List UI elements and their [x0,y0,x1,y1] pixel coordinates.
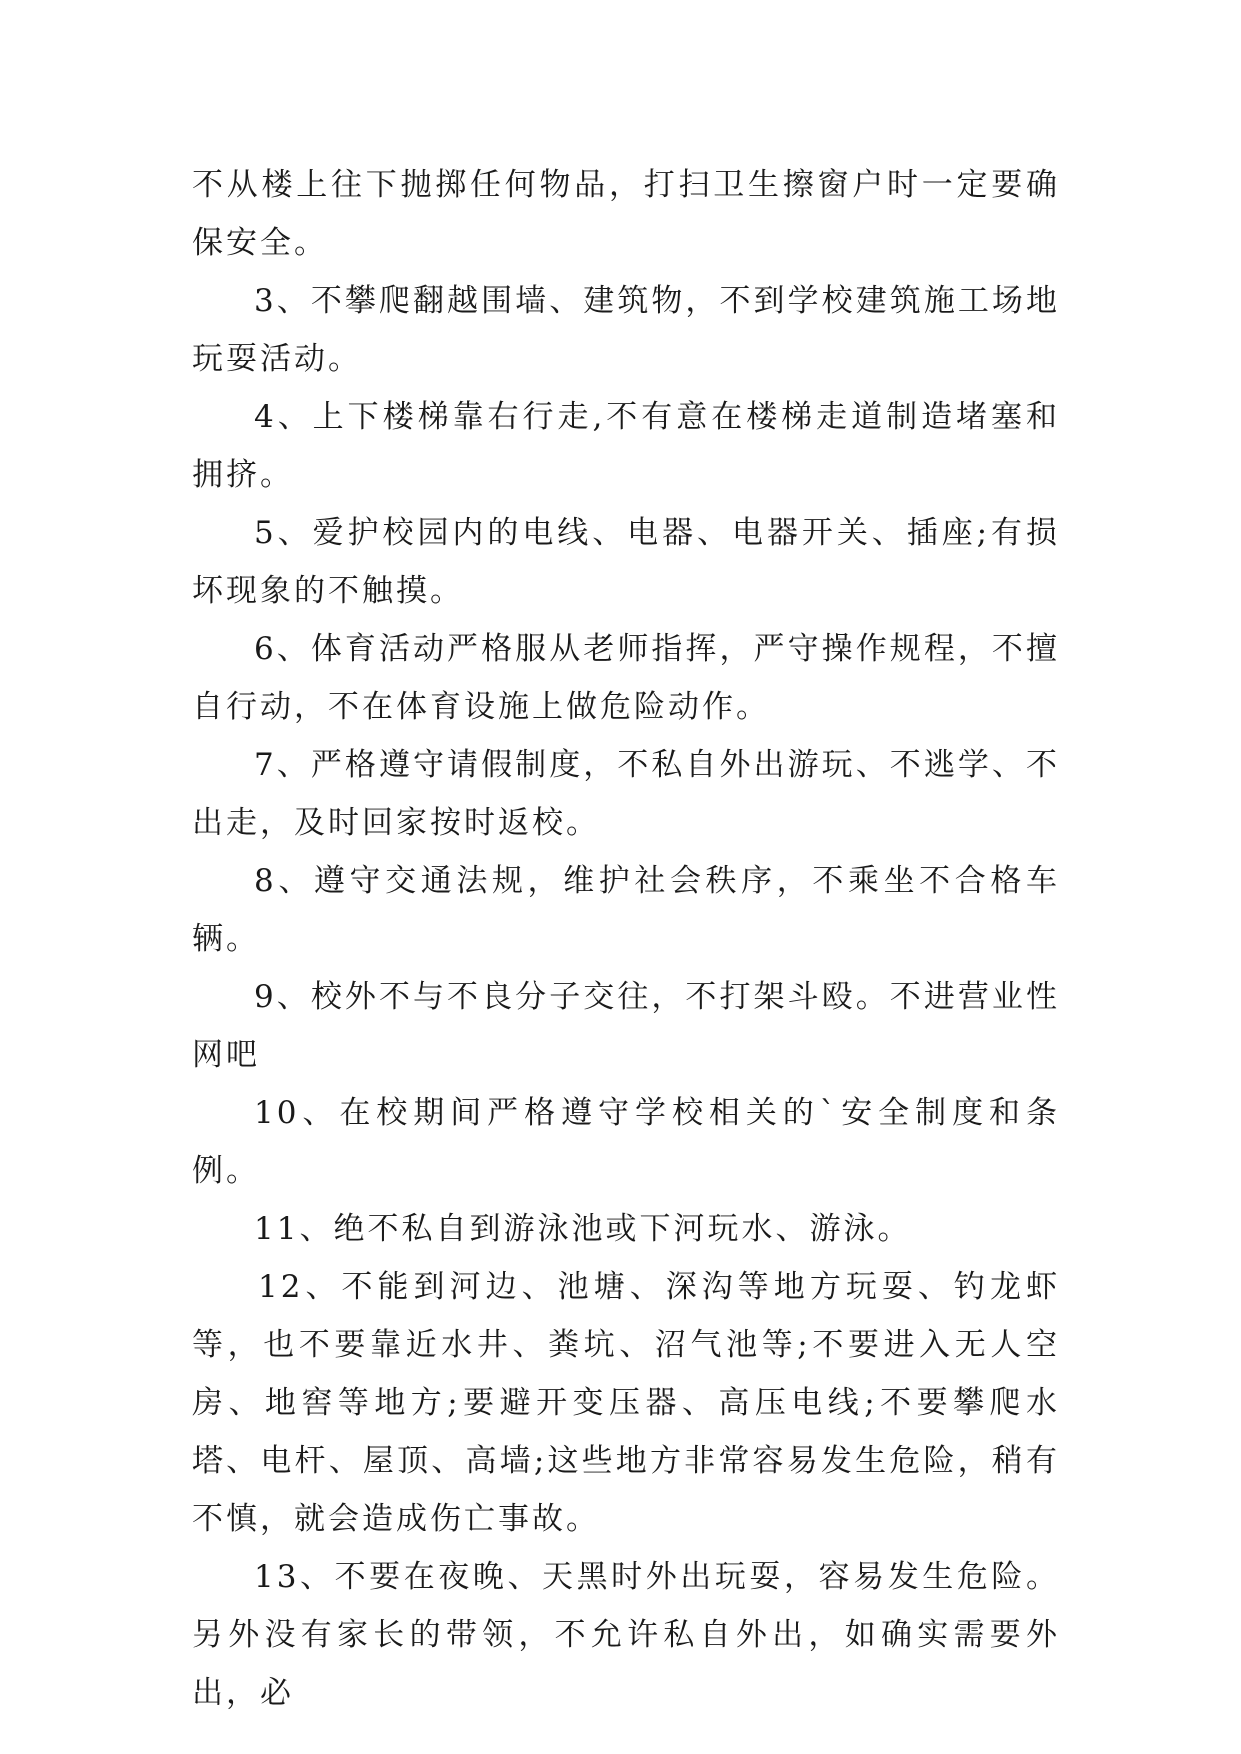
paragraph-item-9: 9、校外不与不良分子交往，不打架斗殴。不进营业性网吧 [192,979,1060,1073]
paragraph-item-12: 12、不能到河边、池塘、深沟等地方玩耍、钓龙虾等，也不要靠近水井、粪坑、沼气池等;不要进入无人空房、地窖等地方;要避开变压器、高压电线;不要攀爬水塔、电杆、屋顶、高墙;这些地方非常容易发生危险，稍有不慎，就会造成伤亡事故。 [192,1269,1060,1537]
paragraph-item-11: 11、绝不私自到游泳池或下河玩水、游泳。 [254,1211,912,1247]
document-body [192,156,1060,1722]
paragraph-item-3: 3、不攀爬翻越围墙、建筑物，不到学校建筑施工场地玩耍活动。 [192,283,1060,377]
paragraph-item-8: 8、遵守交通法规，维护社会秩序，不乘坐不合格车辆。 [192,863,1060,957]
paragraph-item-13: 13、不要在夜晚、天黑时外出玩耍，容易发生危险。另外没有家长的带领，不允许私自外出，如确实需要外出，必 [192,1559,1060,1711]
paragraph-item-7: 7、严格遵守请假制度，不私自外出游玩、不逃学、不出走，及时回家按时返校。 [192,747,1060,841]
paragraph-item-6: 6、体育活动严格服从老师指挥，严守操作规程，不擅自行动，不在体育设施上做危险动作。 [192,631,1060,725]
paragraph-item-5: 5、爱护校园内的电线、电器、电器开关、插座;有损坏现象的不触摸。 [192,515,1060,609]
paragraph-item-10: 10、在校期间严格遵守学校相关的`安全制度和条例。 [192,1095,1060,1189]
paragraph-item-4: 4、上下楼梯靠右行走,不有意在楼梯走道制造堵塞和拥挤。 [192,399,1060,493]
paragraph-continuation: 不从楼上往下抛掷任何物品，打扫卫生擦窗户时一定要确保安全。 [192,167,1060,261]
